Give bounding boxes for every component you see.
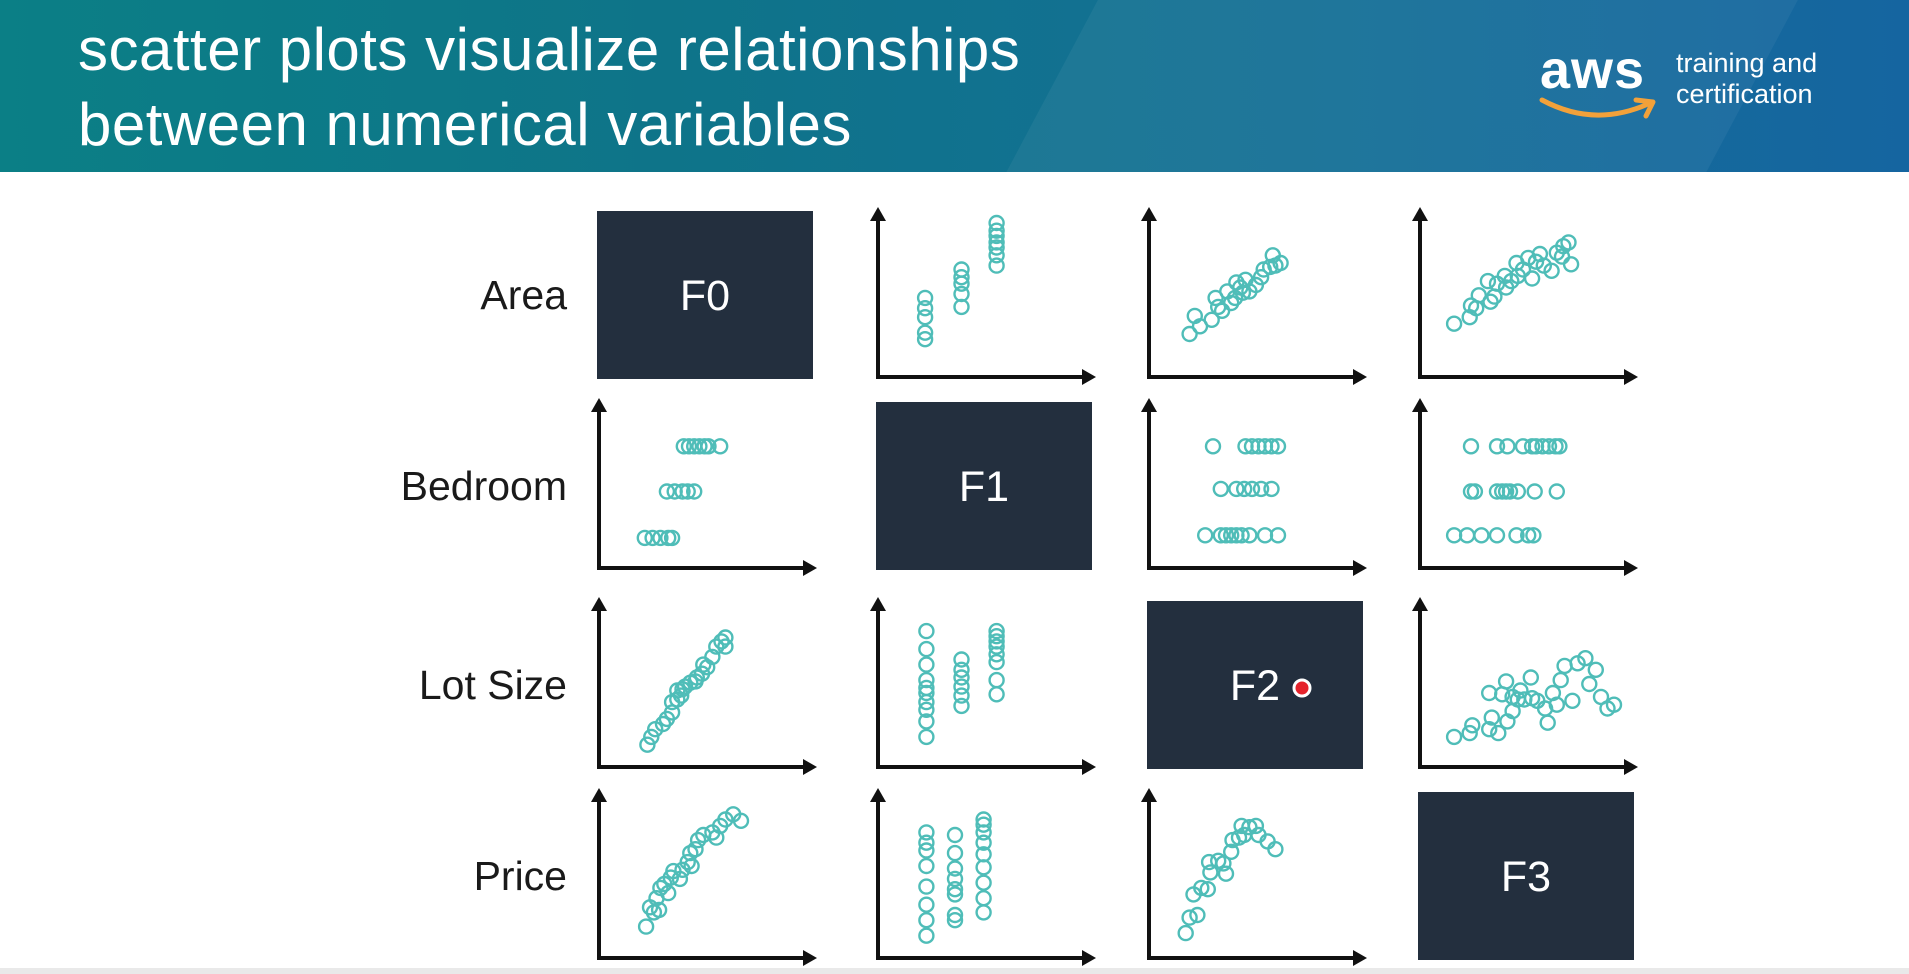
axis-lines	[878, 605, 1086, 767]
scatter-point	[1214, 482, 1228, 496]
scatter-point	[1265, 482, 1279, 496]
scatter-cell-r2-c0	[591, 597, 817, 775]
scatter-point	[1582, 677, 1596, 691]
scatter-cell-r1-c2	[1141, 398, 1367, 576]
scatter-point	[977, 905, 991, 919]
axis-lines	[599, 605, 807, 767]
axis-lines	[599, 406, 807, 568]
scatter-point	[1198, 528, 1212, 542]
slide-title-line-1: scatter plots visualize relationships	[78, 16, 1021, 83]
scatter-point	[1500, 439, 1514, 453]
brand-subtitle-line-2: certification	[1676, 79, 1813, 109]
slide-title-line-2: between numerical variables	[78, 91, 852, 158]
y-axis-arrow	[870, 788, 886, 802]
scatter-cell-r3-c2	[1141, 788, 1367, 966]
y-axis-arrow	[1412, 207, 1428, 221]
scatter-point	[918, 291, 932, 305]
y-axis-arrow	[591, 398, 607, 412]
x-axis-arrow	[1353, 560, 1367, 576]
axis-lines	[878, 215, 1086, 377]
y-axis-arrow	[1141, 788, 1157, 802]
scatter-point	[718, 631, 732, 645]
scatter-point	[1558, 659, 1572, 673]
footer-divider	[0, 968, 1909, 974]
scatter-cell-r0-c1	[870, 207, 1096, 385]
scatter-point	[1541, 716, 1555, 730]
axis-lines	[1420, 215, 1628, 377]
scatter-point	[948, 862, 962, 876]
y-axis-arrow	[1141, 207, 1157, 221]
row-label-area: Area	[480, 272, 567, 318]
scatter-point	[1447, 317, 1461, 331]
scatter-point	[919, 642, 933, 656]
y-axis-arrow	[591, 788, 607, 802]
scatter-point	[919, 859, 933, 873]
scatter-cell-r0-c2	[1141, 207, 1367, 385]
y-axis-arrow	[1412, 597, 1428, 611]
scatter-point	[1490, 277, 1504, 291]
scatter-point	[639, 920, 653, 934]
scatter-point	[1179, 926, 1193, 940]
x-axis-arrow	[1353, 950, 1367, 966]
scatter-point	[1474, 528, 1488, 542]
diagonal-cell-f2	[1147, 601, 1363, 769]
scatter-point	[919, 880, 933, 894]
scatter-point	[1268, 842, 1282, 856]
x-axis-arrow	[1082, 369, 1096, 385]
scatter-cell-r2-c1	[870, 597, 1096, 775]
x-axis-arrow	[1353, 369, 1367, 385]
scatter-point	[1447, 730, 1461, 744]
diagonal-label: F1	[958, 463, 1010, 511]
scatter-point	[1550, 485, 1564, 499]
scatter-point	[977, 876, 991, 890]
brand-subtitle-line-1: training and	[1676, 48, 1818, 78]
scatter-point	[1525, 272, 1539, 286]
scatter-point	[1499, 674, 1513, 688]
axis-lines	[599, 796, 807, 958]
scatter-point	[1528, 485, 1542, 499]
scatter-point	[1206, 439, 1220, 453]
scatter-point	[1482, 686, 1496, 700]
scatter-point	[1565, 694, 1579, 708]
scatter-point	[919, 825, 933, 839]
diagonal-label: F2	[1229, 662, 1281, 710]
scatter-point	[919, 624, 933, 638]
row-label-lot-size: Lot Size	[418, 662, 567, 708]
scatter-point	[1589, 663, 1603, 677]
scatter-point	[1490, 528, 1504, 542]
row-label-bedroom: Bedroom	[400, 463, 567, 509]
diagonal-cell-f1	[876, 402, 1092, 570]
diagonal-label: F3	[1500, 853, 1552, 901]
scatter-point	[955, 653, 969, 667]
scatter-point	[919, 658, 933, 672]
x-axis-arrow	[1082, 950, 1096, 966]
row-label-price: Price	[473, 853, 567, 899]
scatter-cell-r2-c3	[1412, 597, 1638, 775]
scatter-point	[1481, 274, 1495, 288]
y-axis-arrow	[1141, 398, 1157, 412]
scatter-point	[990, 687, 1004, 701]
scatter-point	[990, 673, 1004, 687]
scatter-point	[977, 891, 991, 905]
axis-lines	[1149, 406, 1357, 568]
scatter-point	[1464, 439, 1478, 453]
scatter-point	[919, 929, 933, 943]
x-axis-arrow	[1624, 560, 1638, 576]
scatter-cell-r3-c0	[591, 788, 817, 966]
x-axis-arrow	[1624, 369, 1638, 385]
scatter-cell-r3-c1	[870, 788, 1096, 966]
x-axis-arrow	[803, 560, 817, 576]
scatter-point	[948, 828, 962, 842]
scatter-point	[919, 730, 933, 744]
scatter-cell-r0-c3	[1412, 207, 1638, 385]
y-axis-arrow	[870, 597, 886, 611]
x-axis-arrow	[803, 759, 817, 775]
scatter-point	[919, 913, 933, 927]
y-axis-arrow	[1412, 398, 1428, 412]
scatter-point	[1524, 671, 1538, 685]
y-axis-arrow	[591, 597, 607, 611]
x-axis-arrow	[1082, 759, 1096, 775]
diagonal-cell-f0	[597, 211, 813, 379]
scatter-point	[919, 898, 933, 912]
x-axis-arrow	[803, 950, 817, 966]
scatter-point	[1564, 257, 1578, 271]
scatter-cell-r1-c0	[591, 398, 817, 576]
scatter-point	[948, 846, 962, 860]
pointer-cursor	[1294, 680, 1310, 696]
aws-wordmark: aws	[1540, 40, 1646, 100]
scatter-cell-r1-c3	[1412, 398, 1638, 576]
y-axis-arrow	[870, 207, 886, 221]
scatter-point	[1554, 673, 1568, 687]
x-axis-arrow	[1624, 759, 1638, 775]
scatter-point	[1215, 304, 1229, 318]
diagonal-cell-f3	[1418, 792, 1634, 960]
diagonal-label: F0	[679, 272, 731, 320]
